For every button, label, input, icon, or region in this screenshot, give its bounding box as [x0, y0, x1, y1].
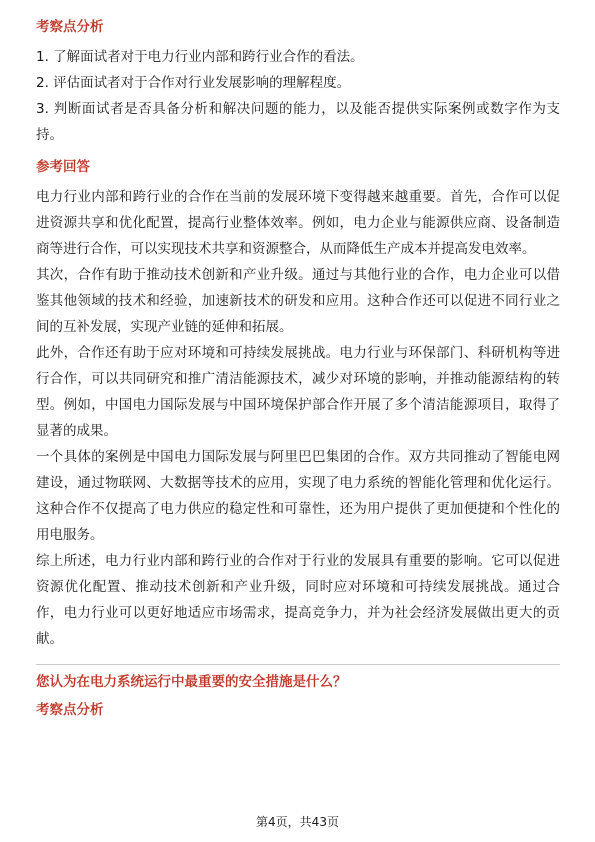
reference-answer-body: [36, 184, 560, 652]
next-question-title: 您认为在电力系统运行中最重要的安全措施是什么？: [36, 674, 347, 690]
next-analysis-heading: 考察点分析: [36, 702, 104, 718]
answer-paragraph: 一个具体的案例是中国电力国际发展与阿里巴巴集团的合作。双方共同推动了智能电网建设，通过物联网、大数据等技术的应用，实现了电力系统的智能化管理和优化运行。这种合作不仅提高了电力供应的稳定性和可靠性，还为用户提供了更加便捷和个性化的用电服务。: [36, 449, 560, 543]
section-divider: [36, 664, 560, 665]
reference-answer-heading: 参考回答: [36, 159, 90, 175]
analysis-item: 1. 了解面试者对于电力行业内部和跨行业合作的看法。: [36, 49, 364, 65]
answer-paragraph: 此外，合作还有助于应对环境和可持续发展挑战。电力行业与环保部门、科研机构等进行合作，可以共同研究和推广清洁能源技术，减少对环境的影响，并推动能源结构的转型。例如，中国电力国际发展与中国环境保护部合作开展了多个清洁能源项目，取得了显著的成果。: [36, 345, 560, 439]
document-page: [36, 16, 560, 721]
analysis-list: [36, 44, 560, 148]
answer-paragraph: 电力行业内部和跨行业的合作在当前的发展环境下变得越来越重要。首先，合作可以促进资源共享和优化配置，提高行业整体效率。例如，电力企业与能源供应商、设备制造商等进行合作，可以实现技术共享和资源整合，从而降低生产成本并提高发电效率。: [36, 189, 560, 257]
page-number: 第4页，共43页: [256, 815, 339, 829]
analysis-heading: 考察点分析: [36, 19, 104, 35]
answer-paragraph: 综上所述，电力行业内部和跨行业的合作对于行业的发展具有重要的影响。它可以促进资源优化配置、推动技术创新和产业升级，同时应对环境和可持续发展挑战。通过合作，电力行业可以更好地适应市场需求，提高竞争力，并为社会经济发展做出更大的贡献。: [36, 553, 560, 647]
answer-paragraph: 其次，合作有助于推动技术创新和产业升级。通过与其他行业的合作，电力企业可以借鉴其他领域的技术和经验，加速新技术的研发和应用。这种合作还可以促进不同行业之间的互补发展，实现产业链的延伸和拓展。: [36, 267, 560, 335]
analysis-item: 2. 评估面试者对于合作对行业发展影响的理解程度。: [36, 75, 351, 91]
analysis-item: 3. 判断面试者是否具备分析和解决问题的能力，以及能否提供实际案例或数字作为支持。: [36, 101, 560, 143]
page-footer: [0, 814, 595, 830]
